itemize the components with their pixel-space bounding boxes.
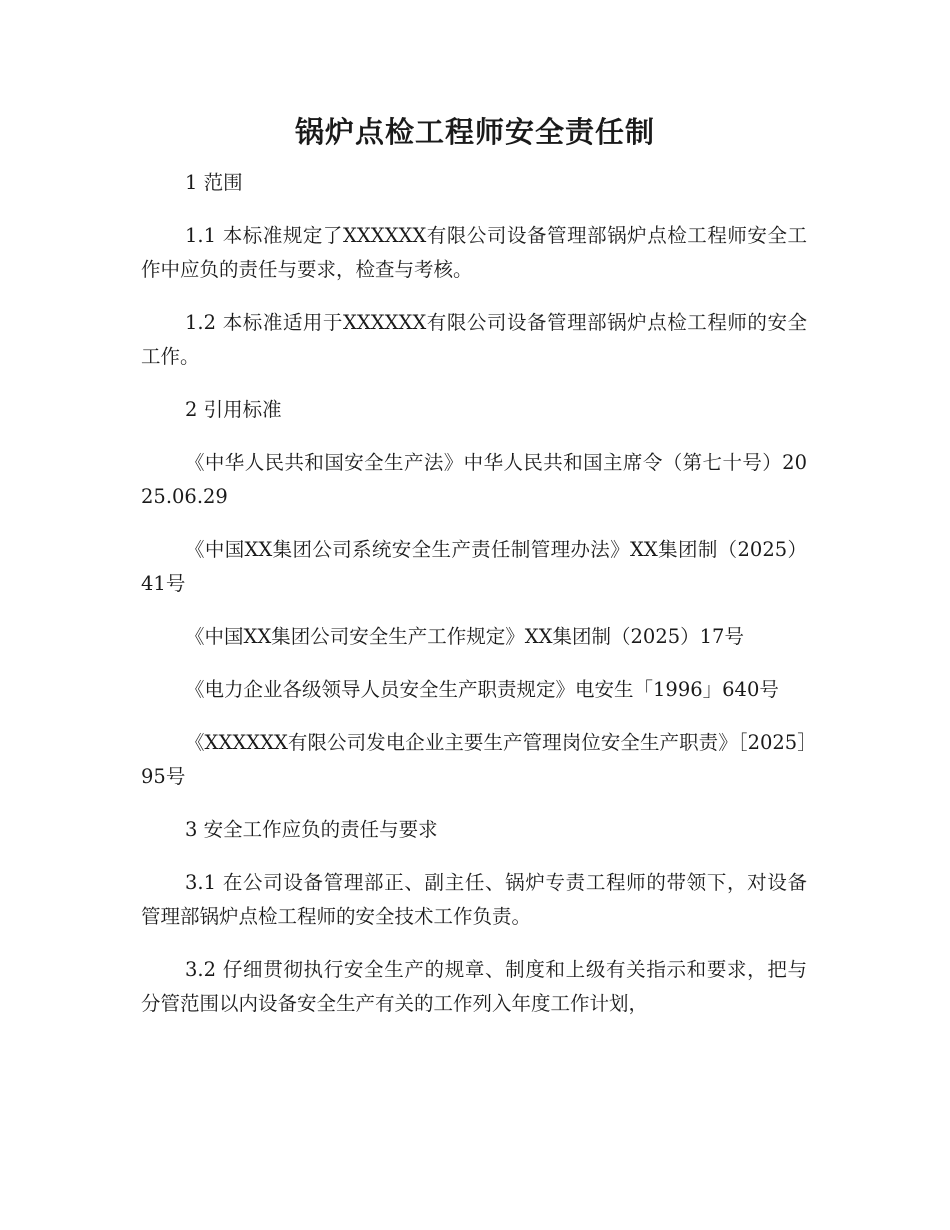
section-heading-references: 2 引用标准 xyxy=(185,398,282,421)
clause-3-2: 3.2 仔细贯彻执行安全生产的规章、制度和上级有关指示和要求，把与分管范围以内设备安全生产有关的工作列入年度工作计划， xyxy=(141,958,807,1015)
reference-item: 《电力企业各级领导人员安全生产职责规定》电安生「1996」640号 xyxy=(185,678,779,701)
section-heading-responsibilities: 3 安全工作应负的责任与要求 xyxy=(185,818,438,841)
document-title: 锅炉点检工程师安全责任制 xyxy=(294,115,655,149)
reference-item: 《XXXXXX有限公司发电企业主要生产管理岗位安全生产职责》［2025］95号 xyxy=(141,731,807,788)
clause-1-2: 1.2 本标准适用于XXXXXX有限公司设备管理部锅炉点检工程师的安全工作。 xyxy=(141,311,807,368)
reference-item: 《中国XX集团公司安全生产工作规定》XX集团制（2025）17号 xyxy=(185,625,744,648)
clause-3-1: 3.1 在公司设备管理部正、副主任、锅炉专责工程师的带领下，对设备管理部锅炉点检工程师的安全技术工作负责。 xyxy=(141,871,807,928)
document-body xyxy=(141,166,807,1040)
section-heading-scope: 1 范围 xyxy=(185,171,243,194)
reference-item: 《中国XX集团公司系统安全生产责任制管理办法》XX集团制（2025）41号 xyxy=(141,538,807,595)
reference-item: 《中华人民共和国安全生产法》中华人民共和国主席令（第七十号）2025.06.29 xyxy=(141,451,807,508)
clause-1-1: 1.1 本标准规定了XXXXXX有限公司设备管理部锅炉点检工程师安全工作中应负的责任与要求，检查与考核。 xyxy=(141,224,807,281)
